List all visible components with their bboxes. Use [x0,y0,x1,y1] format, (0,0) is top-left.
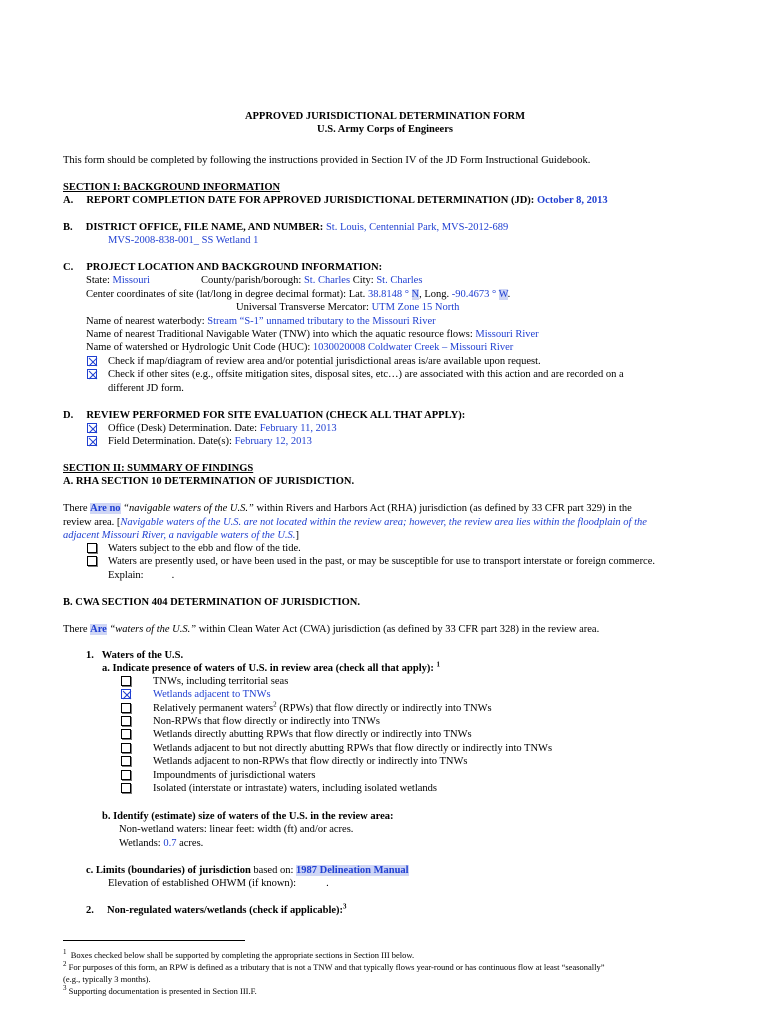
state-value[interactable]: Missouri [112,275,150,286]
explain-line: Explain: . [108,570,175,581]
rpw-checkbox[interactable] [121,703,131,713]
rha-are-no[interactable]: Are no [90,503,121,514]
cwa-are[interactable]: Are [90,624,107,635]
district-file-2[interactable]: MVS-2008-838-001_ SS Wetland 1 [108,235,259,246]
wetlands-adjacent-checkbox[interactable] [121,689,131,699]
rha-line1: There Are no “navigable waters of the U.S.” within Rivers and Harbors Act (RHA) jurisdiction (as defined by 33 CFR part 329) in the [63,503,632,514]
field-date[interactable]: February 12, 2013 [234,436,312,447]
lat-value[interactable]: 38.8148 [367,289,403,300]
ebb-checkbox[interactable] [87,543,97,553]
ebb-label: Waters subject to the ebb and flow of the tide. [108,543,301,554]
rha-line3: adjacent Missouri River, a navigable waters of the U.S.] [63,530,299,541]
commerce-checkbox[interactable] [87,556,97,566]
tnw-checkbox[interactable] [121,676,131,686]
isolated-checkbox[interactable] [121,783,131,793]
intro-text: This form should be completed by following the instructions provided in Section IV of the JD Form Instructional Guidebook. [63,155,591,166]
non-rpw-checkbox[interactable] [121,716,131,726]
wetlands-size-line: Wetlands: 0.7 acres. [119,838,204,849]
long-dir[interactable]: W [498,289,508,300]
section1-c: C. PROJECT LOCATION AND BACKGROUND INFORMATION: [63,262,383,273]
section1-d: D. REVIEW PERFORMED FOR SITE EVALUATION (CHECK ALL THAT APPLY): [63,410,466,421]
district-file[interactable]: St. Louis, Centennial Park, MVS-2012-689 [325,222,509,233]
lat-dir[interactable]: N [411,289,420,300]
waters-1c: c. Limits (boundaries) of jurisdiction based on: 1987 Delineation Manual [86,865,409,876]
form-subtitle: U.S. Army Corps of Engineers [317,124,453,135]
isolated-item: Isolated (interstate or intrastate) waters, including isolated wetlands [153,783,437,794]
section1-b: B. DISTRICT OFFICE, FILE NAME, AND NUMBER: St. Louis, Centennial Park, MVS-2012-689 [63,222,509,233]
field-checkbox[interactable] [87,436,97,446]
section1-heading: SECTION I: BACKGROUND INFORMATION [63,182,281,193]
not-abutting-checkbox[interactable] [121,743,131,753]
map-check-label: Check if map/diagram of review area and/or potential jurisdictional areas is/are available upon request. [108,356,541,367]
tnw-item: TNWs, including territorial seas [153,676,289,687]
cwa-line: There Are “waters of the U.S.” within Clean Water Act (CWA) jurisdiction (as defined by 33 CFR part 328) in the review area. [63,624,600,635]
map-checkbox[interactable] [87,356,97,366]
waters-1a: a. Indicate presence of waters of U.S. in review area (check all that apply): $^1$ [102,660,440,674]
nonregulated-title: 2. Non-regulated waters/wetlands (check if applicable):$^3$ [86,902,347,916]
footnote-1: $^1$ Boxes checked below shall be supported by completing the appropriate sections in Section III below. [63,948,415,960]
huc-value[interactable]: 1030020008 Coldwater Creek – Missouri River [312,342,514,353]
utm-line: Universal Transverse Mercator: UTM Zone 15 North [236,302,460,313]
county-value[interactable]: St. Charles [303,275,351,286]
nonwetland-line: Non-wetland waters: linear feet: width (ft) and/or acres. [119,824,354,835]
delineation-manual[interactable]: 1987 Delineation Manual [296,865,409,876]
rpw-item: Relatively permanent waters$^2$ (RPWs) that flow directly or indirectly into TNWs [153,700,492,714]
waterbody-line: Name of nearest waterbody: Stream “S-1” unnamed tributary to the Missouri River [86,316,436,327]
section1-a: A. REPORT COMPLETION DATE FOR APPROVED JURISDICTIONAL DETERMINATION (JD): October 8, 2013 [63,195,608,206]
waters-1b: b. Identify (estimate) size of waters of the U.S. in the review area: [102,811,394,822]
tnw-value[interactable]: Missouri River [475,329,539,340]
impoundments-item: Impoundments of jurisdictional waters [153,770,316,781]
commerce-label: Waters are presently used, or have been used in the past, or may be susceptible for use to transport interstate or foreign commerce. [108,556,656,567]
other-sites-checkbox[interactable] [87,369,97,379]
not-abutting-item: Wetlands adjacent to but not directly abutting RPWs that flow directly or indirectly into TNWs [153,743,553,754]
state-line: State: Missouri [86,275,150,286]
tnw-line: Name of nearest Traditional Navigable Water (TNW) into which the aquatic resource flows: Missouri River [86,329,539,340]
office-line: Office (Desk) Determination. Date: February 11, 2013 [108,423,337,434]
coords-line: Center coordinates of site (lat/long in degree decimal format): Lat. 38.8148 ° N, Long. -90.4673 ° W. [86,289,511,300]
abutting-rpw-item: Wetlands directly abutting RPWs that flow directly or indirectly into TNWs [153,729,472,740]
rha-explanation[interactable]: Navigable waters of the U.S. are not located within the review area; however, the review area lies within the floodplain of the [120,517,647,528]
section2-heading: SECTION II: SUMMARY OF FINDINGS [63,463,254,474]
office-date[interactable]: February 11, 2013 [259,423,337,434]
impoundments-checkbox[interactable] [121,770,131,780]
wetlands-acres[interactable]: 0.7 [163,838,177,849]
footnote-3: $^3$ Supporting documentation is presented in Section III.F. [63,984,257,996]
non-rpw-item: Non-RPWs that flow directly or indirectly into TNWs [153,716,380,727]
cwa-heading: B. CWA SECTION 404 DETERMINATION OF JURISDICTION. [63,597,360,608]
wetlands-adjacent-item: Wetlands adjacent to TNWs [153,689,271,700]
adjacent-non-rpw-checkbox[interactable] [121,756,131,766]
waterbody-value[interactable]: Stream “S-1” unnamed tributary to the Missouri River [207,316,436,327]
rha-line2: review area. [Navigable waters of the U.S. are not located within the review area; however, the review area lies within the floodplain of the [63,517,647,528]
huc-line: Name of watershed or Hydrologic Unit Code (HUC): 1030020008 Coldwater Creek – Missouri River [86,342,514,353]
report-date[interactable]: October 8, 2013 [536,195,608,206]
abutting-rpw-checkbox[interactable] [121,729,131,739]
ohwm-line: Elevation of established OHWM (if known): . [108,878,329,889]
waters-title: 1. Waters of the U.S. [86,650,184,661]
footnote-rule [63,940,245,941]
office-checkbox[interactable] [87,423,97,433]
form-title: APPROVED JURISDICTIONAL DETERMINATION FORM [244,111,526,122]
field-line: Field Determination. Date(s): February 12, 2013 [108,436,312,447]
other-sites-label-2: different JD form. [108,383,184,394]
footnote-2: $^2$ For purposes of this form, an RPW is defined as a tributary that is not a TNW and that typically flows year-round or has continuous flow at least “seasonally” [63,960,605,972]
other-sites-label: Check if other sites (e.g., offsite mitigation sites, disposal sites, etc…) are associated with this action and are recorded on a [108,369,624,380]
adjacent-non-rpw-item: Wetlands adjacent to non-RPWs that flow directly or indirectly into TNWs [153,756,468,767]
county-line: County/parish/borough: St. Charles City: St. Charles [201,275,423,286]
city-value[interactable]: St. Charles [376,275,423,286]
long-value[interactable]: -90.4673 [451,289,490,300]
rha-heading: A. RHA SECTION 10 DETERMINATION OF JURISDICTION. [63,476,355,487]
utm-value[interactable]: UTM Zone 15 North [371,302,460,313]
footnote-2b: (e.g., typically 3 months). [63,974,151,984]
